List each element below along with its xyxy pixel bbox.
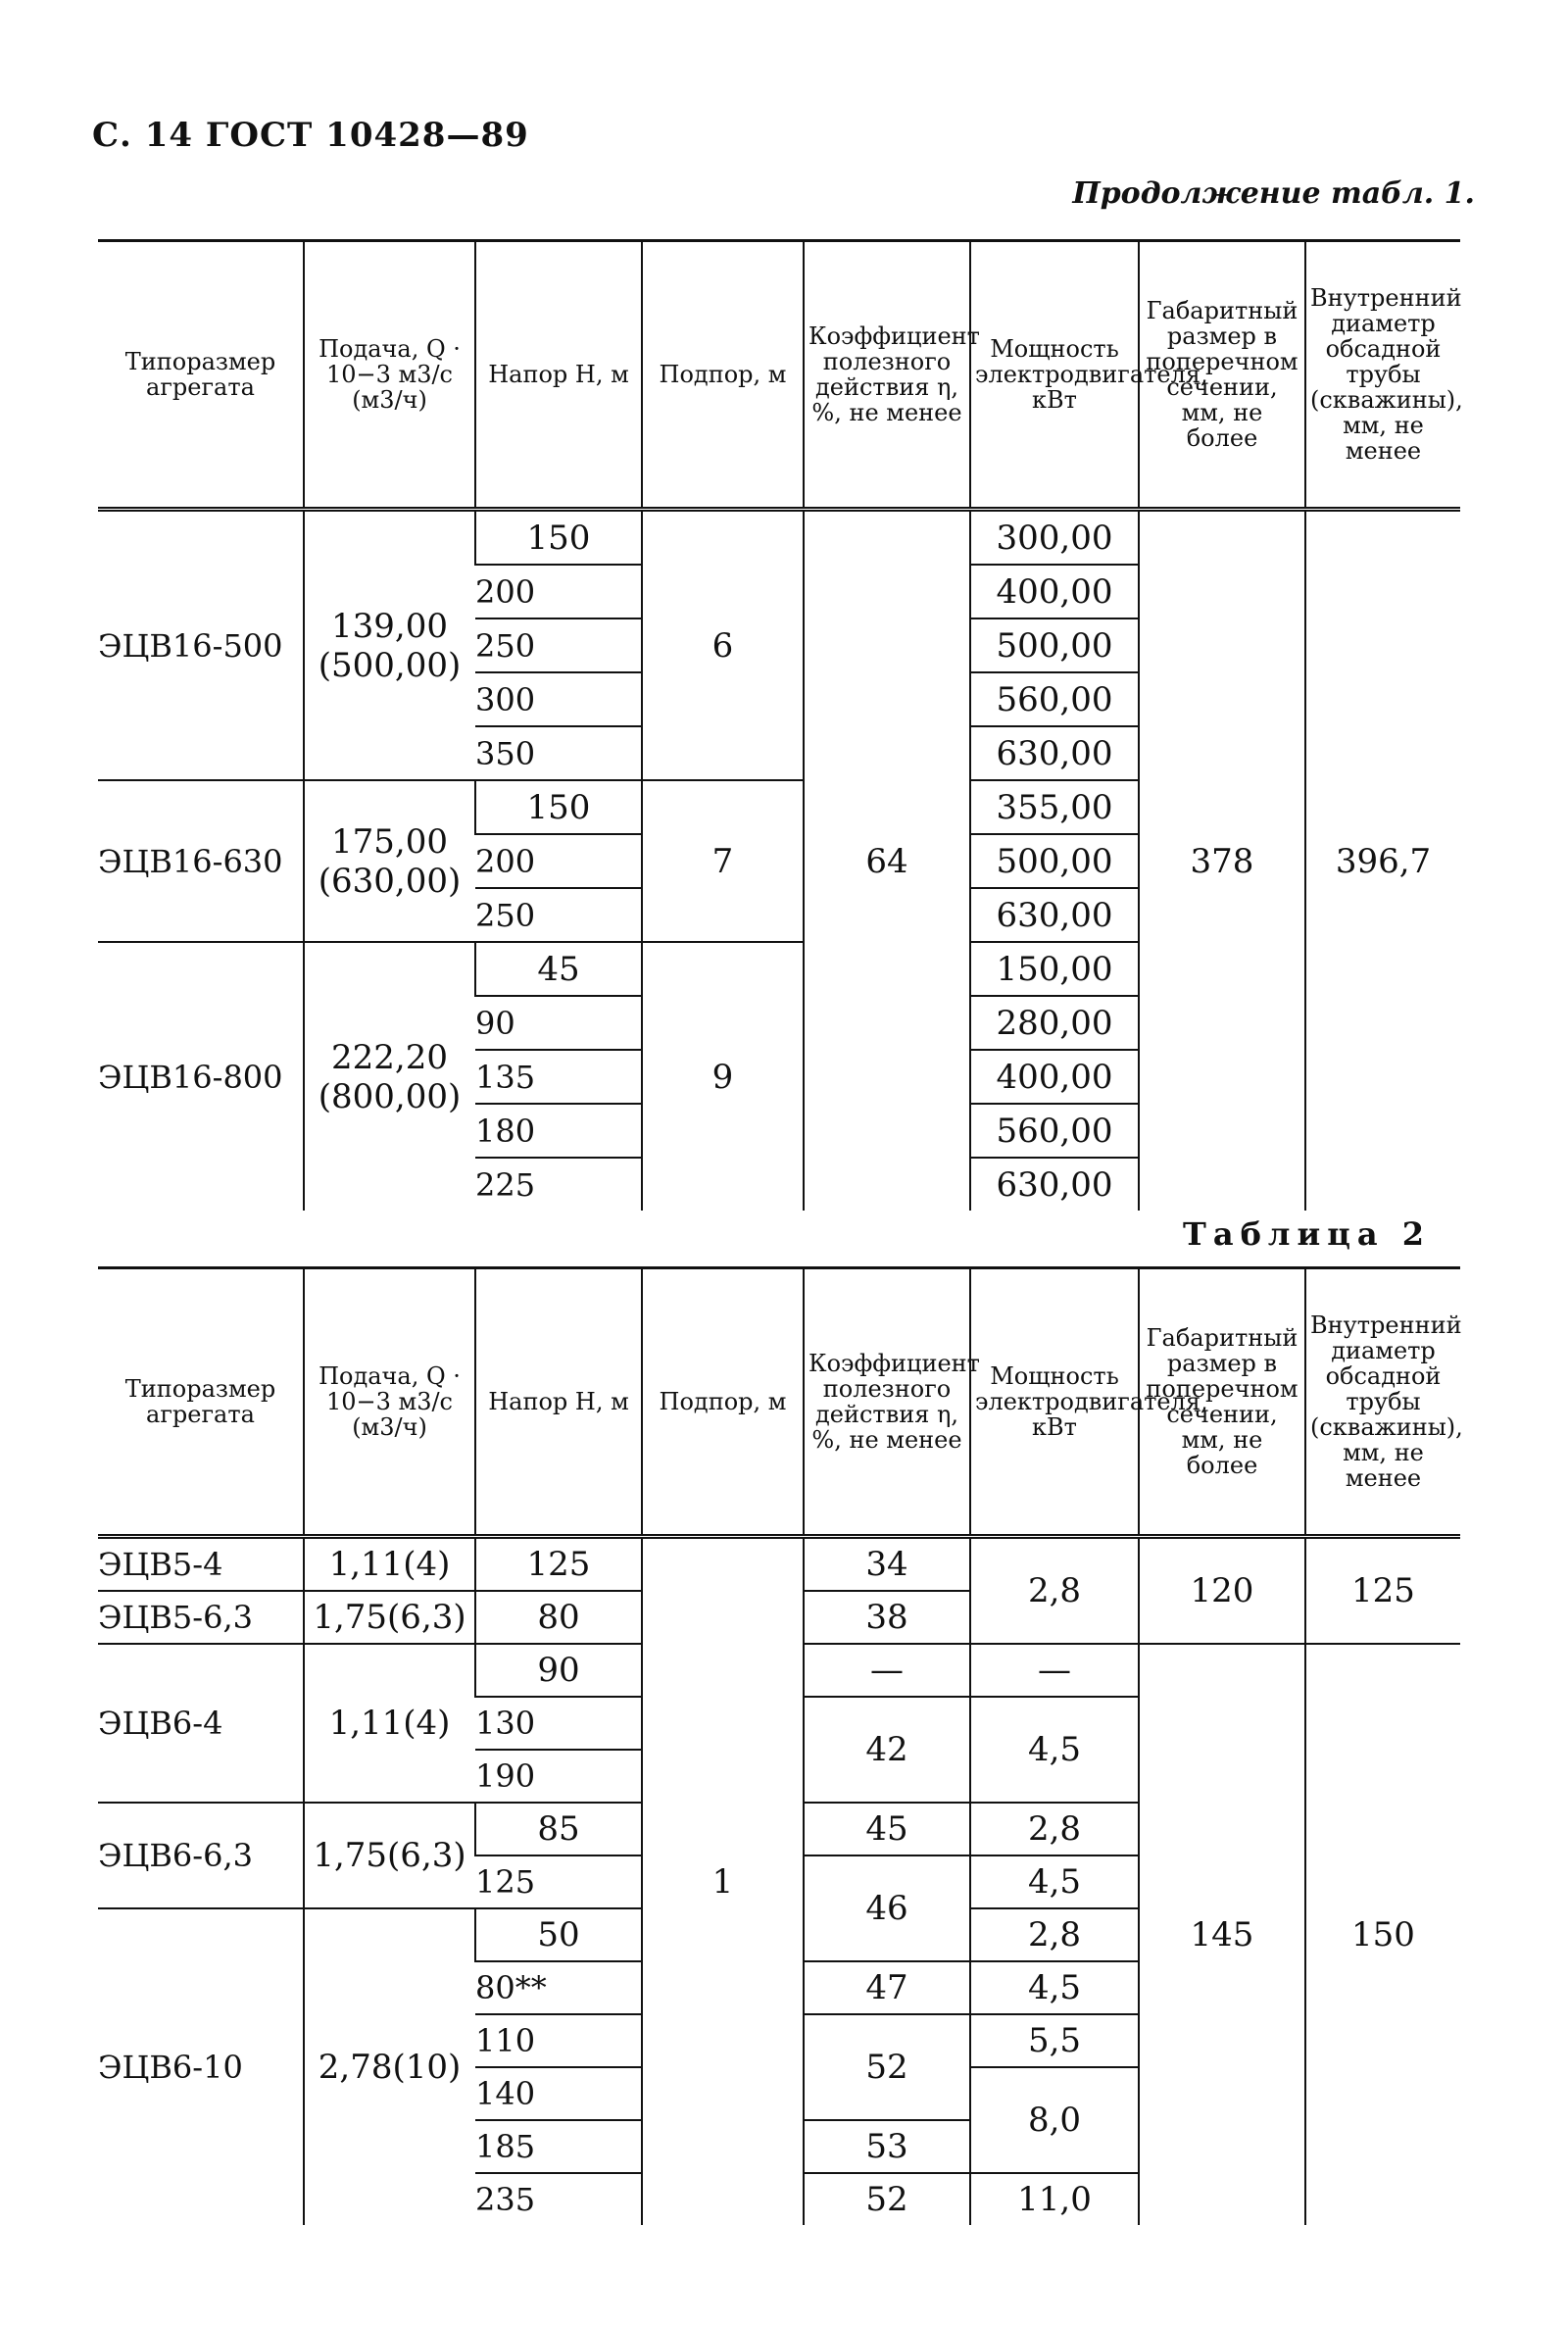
flow-cell: 175,00 (630,00)	[304, 780, 475, 942]
col-header-casing: Внутренний диаметр обсадной трубы (скважины), мм, не менее	[1305, 241, 1460, 510]
dimension-cell: 120	[1139, 1537, 1305, 1645]
head-cell: 250	[475, 618, 642, 672]
col-header-head: Напор H, м	[475, 1268, 642, 1537]
col-header-dimension: Габаритный размер в поперечном сечении, мм, не более	[1139, 1268, 1305, 1537]
col-header-efficiency: Коэффициент полезного действия η, %, не менее	[804, 1268, 970, 1537]
table-2-title: Таблица 2	[1183, 1215, 1431, 1253]
casing-cell: 125	[1305, 1537, 1460, 1645]
head-cell: 110	[475, 2014, 642, 2067]
col-header-dimension: Габаритный размер в поперечном сечении, мм, не более	[1139, 241, 1305, 510]
power-cell: 8,0	[970, 2067, 1139, 2173]
efficiency-cell: 45	[804, 1803, 970, 1855]
flow-cell: 222,20 (800,00)	[304, 942, 475, 1211]
power-cell: 280,00	[970, 996, 1139, 1050]
flow-cell: 1,75(6,3)	[304, 1591, 475, 1644]
power-cell: 2,8	[970, 1803, 1139, 1855]
continuation-title: Продолжение табл. 1.	[1072, 176, 1475, 211]
power-cell: 500,00	[970, 618, 1139, 672]
col-header-backpressure: Подпор, м	[642, 241, 804, 510]
power-cell: 355,00	[970, 780, 1139, 834]
efficiency-cell: —	[804, 1644, 970, 1697]
power-cell: 400,00	[970, 565, 1139, 618]
efficiency-cell: 47	[804, 1961, 970, 2014]
power-cell: 150,00	[970, 942, 1139, 996]
flow-cell: 139,00 (500,00)	[304, 510, 475, 781]
col-header-model: Типоразмер агрегата	[98, 241, 304, 510]
head-cell: 350	[475, 726, 642, 780]
col-header-backpressure: Подпор, м	[642, 1268, 804, 1537]
backpressure-cell: 6	[642, 510, 804, 781]
col-header-head: Напор H, м	[475, 241, 642, 510]
power-cell: —	[970, 1644, 1139, 1697]
head-cell: 130	[475, 1697, 642, 1750]
power-cell: 4,5	[970, 1697, 1139, 1803]
model-cell: ЭЦВ6-6,3	[98, 1803, 304, 1908]
efficiency-cell: 42	[804, 1697, 970, 1803]
head-cell: 235	[475, 2181, 536, 2218]
model-cell: ЭЦВ16-800	[98, 1058, 283, 1096]
head-cell: 125	[475, 1537, 642, 1592]
model-cell: ЭЦВ6-4	[98, 1644, 304, 1803]
power-cell: 630,00	[970, 888, 1139, 942]
casing-cell: 396,7	[1305, 510, 1460, 1212]
backpressure-cell: 7	[642, 780, 804, 942]
efficiency-cell: 46	[804, 1855, 970, 1961]
efficiency-cell: 34	[804, 1537, 970, 1592]
table-row	[98, 1537, 1460, 1592]
power-cell: 2,8	[970, 1908, 1139, 1961]
power-cell: 500,00	[970, 834, 1139, 888]
head-cell: 180	[475, 1104, 642, 1158]
head-cell: 150	[475, 780, 642, 834]
efficiency-cell: 64	[804, 510, 970, 1212]
table-1-continuation	[98, 239, 1463, 1211]
model-cell: ЭЦВ5-4	[98, 1537, 304, 1592]
head-cell: 200	[475, 565, 642, 618]
dimension-cell: 378	[1139, 510, 1305, 1212]
head-cell: 200	[475, 834, 642, 888]
efficiency-cell: 38	[804, 1591, 970, 1644]
efficiency-cell: 53	[804, 2120, 970, 2173]
dimension-cell: 145	[1139, 1644, 1305, 2225]
head-cell: 90	[475, 996, 642, 1050]
power-cell: 4,5	[970, 1961, 1139, 2014]
model-cell: ЭЦВ16-500	[98, 510, 304, 781]
col-header-casing: Внутренний диаметр обсадной трубы (скважины), мм, не менее	[1305, 1268, 1460, 1537]
flow-cell: 1,11(4)	[304, 1537, 475, 1592]
col-header-model: Типоразмер агрегата	[98, 1268, 304, 1537]
power-cell: 2,8	[970, 1537, 1139, 1645]
col-header-power: Мощность электродвигателя, кВт	[970, 1268, 1139, 1537]
model-cell: ЭЦВ5-6,3	[98, 1591, 304, 1644]
power-cell: 630,00	[970, 1158, 1139, 1211]
power-cell: 630,00	[970, 726, 1139, 780]
head-cell: 50	[475, 1908, 642, 1961]
head-cell: 140	[475, 2067, 642, 2120]
power-cell: 400,00	[970, 1050, 1139, 1104]
backpressure-cell: 9	[642, 942, 804, 1211]
power-cell: 560,00	[970, 1104, 1139, 1158]
head-cell: 150	[475, 510, 642, 566]
casing-cell: 150	[1305, 1644, 1460, 2225]
table-row	[98, 510, 1460, 566]
flow-cell: 1,75(6,3)	[304, 1803, 475, 1908]
power-cell: 300,00	[970, 510, 1139, 566]
table-header-row	[98, 1268, 1460, 1537]
efficiency-cell: 52	[804, 2173, 970, 2225]
table-header-row	[98, 241, 1460, 510]
head-cell: 45	[475, 942, 642, 996]
head-cell: 85	[475, 1803, 642, 1855]
head-cell: 90	[475, 1644, 642, 1697]
head-cell: 125	[475, 1855, 642, 1908]
flow-cell: 2,78(10)	[304, 1908, 475, 2225]
head-cell: 135	[475, 1050, 642, 1104]
backpressure-cell: 1	[642, 1537, 804, 2226]
table-2	[98, 1266, 1463, 2225]
power-cell: 560,00	[970, 672, 1139, 726]
head-cell: 185	[475, 2120, 642, 2173]
efficiency-cell: 52	[804, 2014, 970, 2120]
head-cell: 300	[475, 672, 642, 726]
col-header-flow: Подача, Q · 10−3 м3/с (м3/ч)	[304, 1268, 475, 1537]
head-cell: 190	[475, 1750, 642, 1803]
power-cell: 4,5	[970, 1855, 1139, 1908]
col-header-efficiency: Коэффициент полезного действия η, %, не менее	[804, 241, 970, 510]
col-header-power: Мощность электродвигателя, кВт	[970, 241, 1139, 510]
flow-cell: 1,11(4)	[304, 1644, 475, 1803]
power-cell: 11,0	[970, 2173, 1139, 2225]
model-cell: ЭЦВ16-630	[98, 780, 304, 942]
head-cell: 250	[475, 888, 642, 942]
head-cell: 225	[475, 1165, 536, 1204]
head-cell: 80	[475, 1591, 642, 1644]
head-cell: 80**	[475, 1961, 642, 2014]
model-cell: ЭЦВ6-10	[98, 2049, 243, 2086]
page-header: С. 14 ГОСТ 10428—89	[92, 116, 529, 155]
col-header-flow: Подача, Q · 10−3 м3/с (м3/ч)	[304, 241, 475, 510]
power-cell: 5,5	[970, 2014, 1139, 2067]
